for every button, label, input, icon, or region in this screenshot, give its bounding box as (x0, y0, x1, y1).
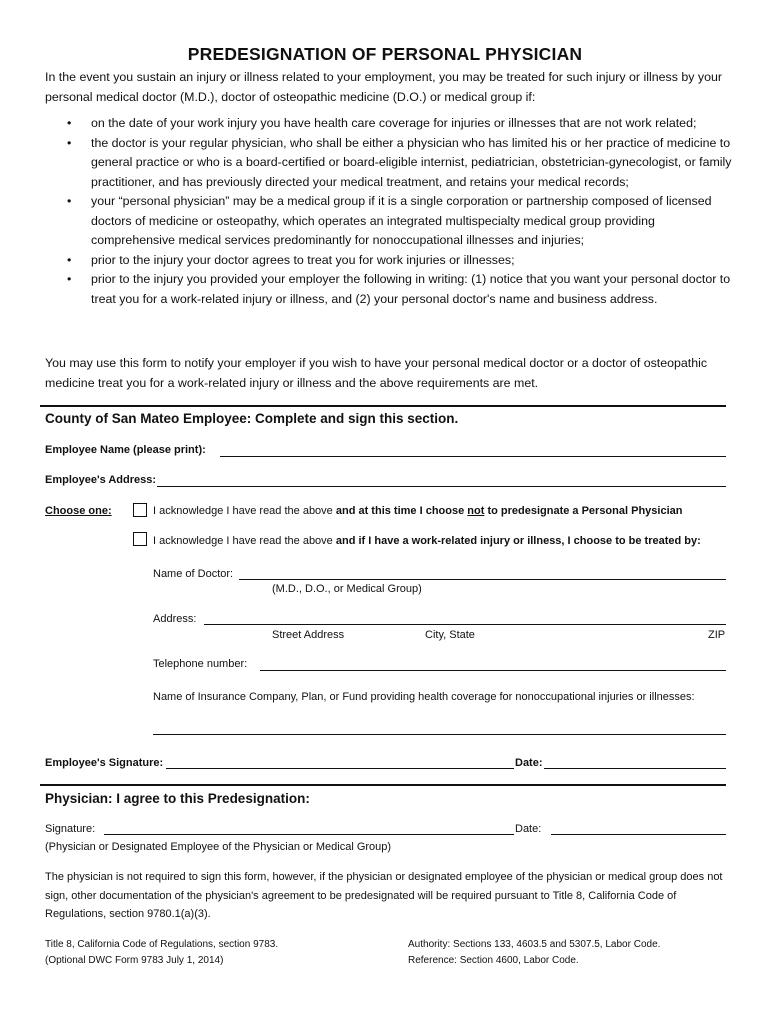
bullet-icon: • (67, 252, 72, 267)
employee-address-field[interactable] (157, 486, 726, 487)
form-title: PREDESIGNATION OF PERSONAL PHYSICIAN (187, 44, 583, 64)
predesignate-checkbox[interactable] (133, 532, 147, 546)
physician-sublabel: (Physician or Designated Employee of the Physician or Medical Group) (45, 841, 392, 853)
insurance-field[interactable] (153, 734, 726, 735)
list-item: • your “personal physician” may be a medical group if it is a single corporation or partnership composed of licensed doctors of medicine or osteopathy, which operates an integrated multispecialty medical group providing comprehensive medical services predominantly for nonoccupational illnesses and injuries; (67, 194, 712, 247)
employee-address-label: Employee's Address: (45, 474, 157, 486)
employee-signature-field[interactable] (166, 768, 514, 769)
bullet-icon: • (67, 194, 72, 208)
bullet-icon: • (67, 116, 72, 130)
doctor-address-field[interactable] (204, 624, 726, 625)
street-address-sublabel: Street Address (272, 629, 345, 641)
list-item: • the doctor is your regular physician, who shall be either a physician who has limited his or her practice of medicine to general practice or who is a board-certified or board-eligible internist, pediatrician, obstetrician-gynecologist, or family practitioner, and has previously directed your medical treatment, and retains your medical records; (67, 135, 732, 189)
doctor-address-label: Address: (153, 613, 197, 625)
no-predesignation-checkbox[interactable] (133, 503, 147, 517)
doctor-name-label: Name of Doctor: (153, 568, 234, 580)
telephone-label: Telephone number: (153, 658, 248, 670)
footer-right (408, 937, 660, 969)
notice-paragraph: You may use this form to notify your employer if you wish to have your personal medical doctor or a doctor of osteopathic medicine treat you for a work-related injury or illness and the above requirements are met. (45, 356, 708, 390)
physician-note: The physician is not required to sign this form, however, if the physician or designated employee of the physician or medical group does not sign, other documentation of the physician's agreement to be predesignated will be required pursuant to Title 8, California Code of Regulations, section 9780.1(a)(3). (45, 871, 723, 920)
employee-date-field[interactable] (544, 768, 726, 769)
list-item: • prior to the injury you provided your employer the following in writing: (1) notice that you want your personal doctor to treat you for a work-related injury or illness, and (2) your personal doctor's name and business address. (67, 272, 731, 306)
option-predesignate: I acknowledge I have read the above and if I have a work-related injury or illness, I choose to be treated by: (153, 535, 701, 547)
physician-date-field[interactable] (551, 834, 726, 835)
employee-name-field[interactable] (220, 456, 726, 457)
bullet-icon: • (67, 135, 72, 150)
footer-authority: Authority: Sections 133, 4603.5 and 5307.5, Labor Code. (408, 939, 661, 950)
bullet-icon: • (67, 272, 72, 286)
doctor-name-field[interactable] (239, 579, 726, 580)
physician-section-heading: Physician: I agree to this Predesignation: (45, 791, 310, 806)
requirements-list (45, 114, 735, 309)
list-item: • prior to the injury your doctor agrees to treat you for work injuries or illnesses; (45, 251, 735, 271)
physician-date-label: Date: (515, 823, 542, 835)
footer-regulation: Title 8, California Code of Regulations, section 9783. (45, 939, 279, 950)
section-divider (40, 784, 726, 786)
doctor-name-sublabel: (M.D., D.O., or Medical Group) (272, 583, 422, 595)
intro-paragraph: In the event you sustain an injury or illness related to your employment, you may be treated for such injury or illness by your personal medical doctor (M.D.), doctor of osteopathic medicine (D.O.) or medical group if: (45, 70, 723, 104)
insurance-label: Name of Insurance Company, Plan, or Fund providing health coverage for nonoccupational injuries or illnesses: (153, 691, 695, 703)
footer-form-version: (Optional DWC Form 9783 July 1, 2014) (45, 955, 224, 966)
physician-signature-field[interactable] (104, 834, 514, 835)
zip-sublabel: ZIP (708, 629, 726, 641)
employee-name-label: Employee Name (please print): (45, 444, 206, 456)
city-state-sublabel: City, State (425, 629, 475, 641)
option-no-predesignation: I acknowledge I have read the above and at this time I choose not to predesignate a Personal Physician (153, 505, 683, 517)
section-divider (40, 405, 726, 407)
footer-reference: Reference: Section 4600, Labor Code. (408, 955, 579, 966)
employee-signature-label: Employee's Signature: (45, 757, 164, 769)
footer-left (45, 937, 278, 969)
list-item: • on the date of your work injury you have health care coverage for injuries or illnesses that are not work related; (45, 114, 735, 134)
choose-one-label: Choose one: (45, 505, 112, 517)
employee-date-label: Date: (515, 757, 543, 769)
physician-signature-label: Signature: (45, 823, 96, 835)
telephone-field[interactable] (260, 670, 726, 671)
employee-section-heading: County of San Mateo Employee: Complete and sign this section. (45, 411, 459, 426)
